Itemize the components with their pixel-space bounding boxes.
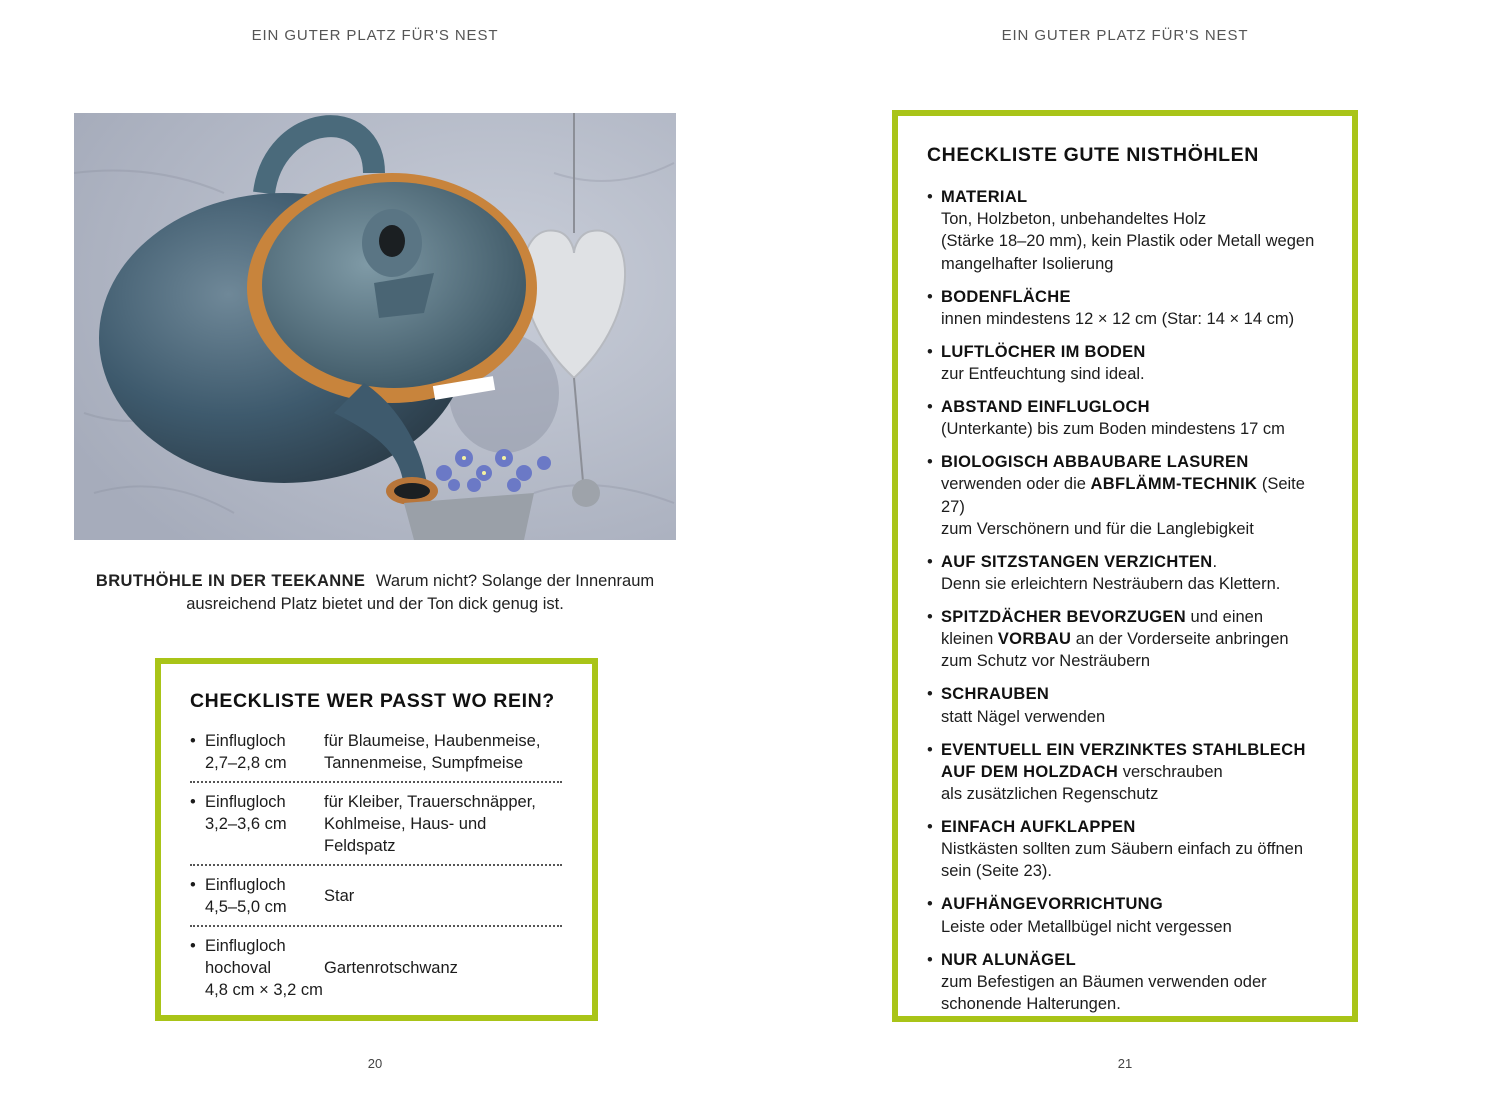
item-text: Denn sie erleichtern Nesträubern das Klettern.: [941, 575, 1281, 594]
hole-size-table: [190, 729, 562, 1008]
table-row: [190, 783, 562, 866]
item-text: mangelhafter Isolierung: [941, 254, 1114, 273]
table-row: [190, 866, 562, 927]
item-text: (Stärke 18–20 mm), kein Plastik oder Metall wegen: [941, 232, 1315, 251]
bullet: •: [927, 895, 933, 914]
item-heading: BODENFLÄCHE: [941, 287, 1071, 306]
item-inline-heading: VORBAU: [997, 630, 1072, 649]
list-item: [927, 286, 1328, 330]
right-page: [750, 0, 1500, 1097]
bullet: •: [927, 342, 933, 361]
photo-caption: [74, 570, 676, 616]
bullet: •: [190, 937, 196, 955]
item-text: zur Entfeuchtung sind ideal.: [941, 365, 1145, 384]
item-heading: SCHRAUBEN: [941, 685, 1050, 704]
item-text: kleinen: [941, 630, 998, 649]
bird-species: für Kleiber, Trauerschnäpper, Kohlmeise, Haus- und Feldspatz: [324, 793, 536, 855]
item-text: als zusätzlichen Regenschutz: [941, 785, 1159, 804]
bullet: •: [927, 818, 933, 837]
list-item: [927, 551, 1328, 595]
page-number: 20: [367, 1056, 383, 1071]
item-text: innen mindestens 12 × 12 cm (Star: 14 × 14 cm): [941, 309, 1295, 328]
bullet: •: [927, 453, 933, 472]
item-inline-heading: ABFLÄMM-TECHNIK: [1090, 475, 1258, 494]
checklist-who-fits-title: CHECKLISTE WER PASST WO REIN?: [190, 690, 555, 712]
bullet: •: [927, 552, 933, 571]
item-heading: MATERIAL: [941, 188, 1028, 206]
page-number: 21: [1117, 1056, 1133, 1071]
item-heading: LUFTLÖCHER IM BODEN: [941, 342, 1146, 361]
item-heading: AUFHÄNGEVORRICHTUNG: [941, 895, 1164, 914]
hole-size: Einflugloch hochoval 4,8 cm × 3,2 cm: [205, 937, 323, 999]
item-heading: SPITZDÄCHER BEVORZUGEN: [941, 608, 1186, 627]
list-item: [927, 816, 1328, 883]
bird-species: Star: [324, 887, 355, 905]
running-head: EIN GUTER PLATZ FÜR'S NEST: [1001, 27, 1249, 44]
bullet: •: [190, 793, 196, 811]
list-item: [927, 606, 1328, 673]
item-text: sein (Seite 23).: [941, 862, 1052, 881]
item-text: (Unterkante) bis zum Boden mindestens 17 cm: [941, 420, 1285, 439]
item-text: verwenden oder die: [941, 475, 1091, 494]
list-item: [927, 683, 1328, 727]
bullet: •: [927, 287, 933, 306]
item-heading: EINFACH AUFKLAPPEN: [941, 818, 1136, 837]
item-heading: ABSTAND EINFLUGLOCH: [941, 398, 1150, 417]
item-heading: AUF SITZSTANGEN VERZICHTEN: [941, 552, 1213, 571]
bullet: •: [927, 608, 933, 627]
list-item: [927, 739, 1328, 806]
list-item: [927, 341, 1328, 385]
item-heading: BIOLOGISCH ABBAUBARE LASUREN: [941, 453, 1249, 472]
running-head: EIN GUTER PLATZ FÜR'S NEST: [251, 27, 499, 44]
bullet: •: [927, 950, 933, 969]
item-text: schonende Halterungen.: [941, 995, 1121, 1014]
checklist-good-nest-title: CHECKLISTE GUTE NISTHÖHLEN: [927, 144, 1259, 166]
item-text: zum Befestigen an Bäumen verwenden oder: [941, 972, 1267, 991]
bullet: •: [927, 188, 933, 206]
caption-title: BRUTHÖHLE IN DER TEEKANNE: [95, 572, 366, 590]
checklist-good-nest-box: [892, 110, 1358, 1022]
bullet: •: [190, 732, 196, 750]
item-text: (Seite 27): [941, 475, 1305, 516]
caption-text-line1: Warum nicht? Solange der Innenraum: [375, 572, 655, 590]
checklist-items: [927, 186, 1328, 1015]
item-heading-tail: verschrauben: [1118, 762, 1223, 781]
bird-species: Gartenrotschwanz: [324, 959, 458, 977]
bullet: •: [190, 876, 196, 894]
item-heading: EVENTUELL EIN VERZINKTES STAHLBLECH: [941, 740, 1306, 759]
bird-species: für Blaumeise, Haubenmeise, Tannenmeise, Sumpfmeise: [324, 732, 541, 772]
hole-size: Einflugloch 2,7–2,8 cm: [205, 732, 287, 772]
bullet: •: [927, 685, 933, 704]
item-heading: AUF DEM HOLZDACH: [941, 762, 1119, 781]
bullet: •: [927, 740, 933, 759]
teapot-nest-photo: [74, 113, 676, 540]
list-item: [927, 893, 1328, 937]
item-heading-tail: .: [1212, 552, 1218, 571]
item-text: Leiste oder Metallbügel nicht vergessen: [941, 917, 1232, 936]
list-item: [927, 396, 1328, 440]
table-row: [190, 729, 562, 783]
checklist-who-fits-box: [155, 658, 598, 1021]
table-row: [190, 927, 562, 1008]
item-text: Ton, Holzbeton, unbehandeltes Holz: [941, 210, 1207, 229]
list-item: [927, 186, 1328, 275]
hole-size: Einflugloch 4,5–5,0 cm: [205, 876, 287, 916]
item-text: zum Verschönern und für die Langlebigkeit: [941, 519, 1254, 538]
item-text: Nistkästen sollten zum Säubern einfach zu öffnen: [941, 840, 1303, 859]
list-item: [927, 949, 1328, 1016]
item-heading: NUR ALUNÄGEL: [941, 950, 1076, 969]
hole-size: Einflugloch 3,2–3,6 cm: [205, 793, 287, 833]
item-heading-tail: und einen: [1185, 608, 1264, 627]
list-item: [927, 451, 1328, 540]
item-text: statt Nägel verwenden: [941, 707, 1106, 726]
item-text: an der Vorderseite anbringen: [1071, 630, 1289, 649]
item-text: zum Schutz vor Nesträubern: [941, 652, 1151, 671]
bullet: •: [927, 398, 933, 417]
caption-text-line2: ausreichend Platz bietet und der Ton dick genug ist.: [186, 595, 564, 613]
